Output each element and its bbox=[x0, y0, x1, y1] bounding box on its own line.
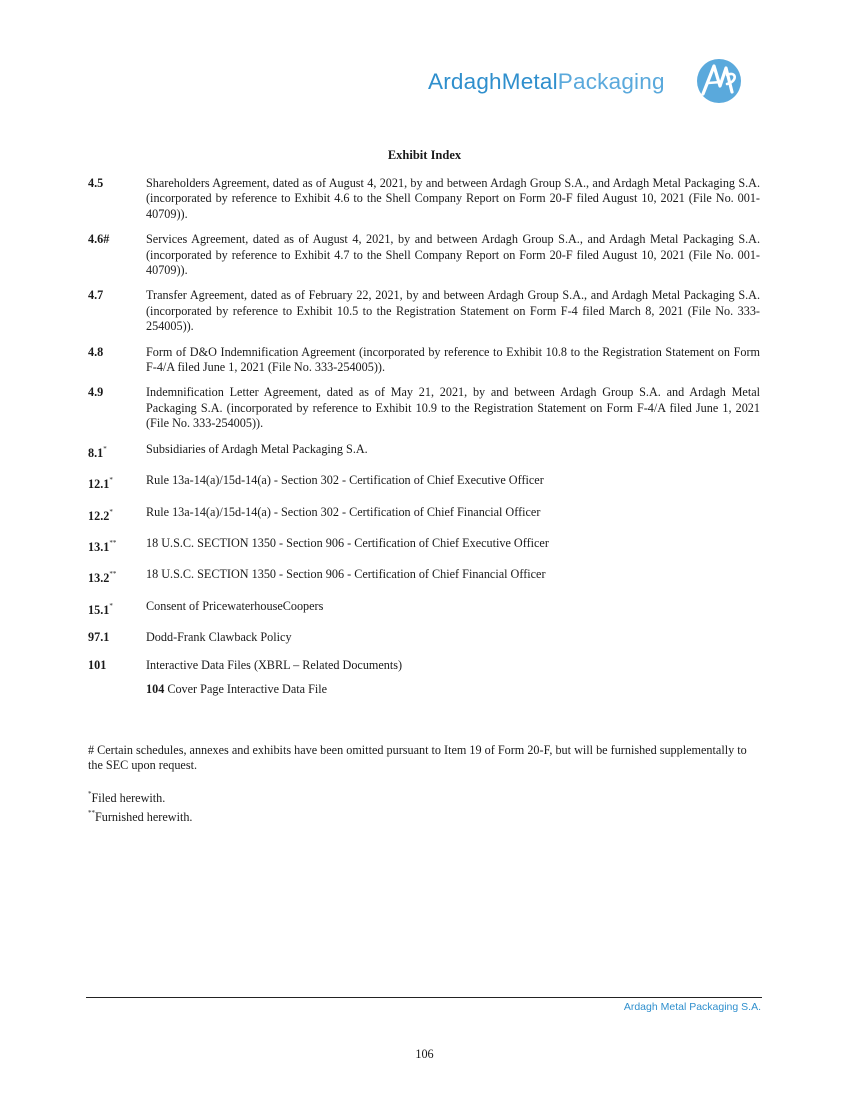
amp-monogram-icon bbox=[694, 56, 744, 106]
exhibit-row bbox=[88, 658, 760, 673]
exhibit-number: 97.1 bbox=[88, 630, 110, 645]
furnished-note: **Furnished herewith. bbox=[88, 809, 193, 825]
footer-company-name: Ardagh Metal Packaging S.A. bbox=[623, 1001, 761, 1013]
exhibit-row bbox=[88, 473, 760, 492]
exhibit-description: 18 U.S.C. SECTION 1350 - Section 906 - Certification of Chief Executive Officer bbox=[146, 535, 549, 550]
exhibit-number: 4.5 bbox=[88, 176, 104, 190]
exhibit-number: 4.8 bbox=[88, 344, 104, 359]
exhibit-description: Rule 13a-14(a)/15d-14(a) - Section 302 - Certification of Chief Executive Officer bbox=[146, 473, 544, 488]
exhibit-number: 104 bbox=[146, 682, 165, 696]
exhibit-number: 13.2** bbox=[88, 570, 117, 586]
exhibit-number: 15.1* bbox=[88, 601, 113, 617]
footnotes bbox=[88, 743, 760, 826]
exhibit-number: 101 bbox=[88, 657, 107, 672]
exhibit-description: Shareholders Agreement, dated as of August 4, 2021, by and between Ardagh Group S.A., and Ardagh Metal Packaging S.A. (incorporated by reference to Exhibit 4.6 to the Shell Company Report on Form 20-F filed August 10, 2021 (File No. 001-40709)). bbox=[146, 176, 760, 221]
page-number: 106 bbox=[415, 1047, 434, 1061]
exhibit-row bbox=[88, 288, 760, 334]
exhibit-description: 18 U.S.C. SECTION 1350 - Section 906 - Certification of Chief Financial Officer bbox=[146, 567, 546, 582]
exhibit-row bbox=[88, 442, 760, 461]
exhibit-row bbox=[88, 176, 760, 222]
exhibit-number: 8.1* bbox=[88, 444, 107, 460]
exhibit-description: Services Agreement, dated as of August 4, 2021, by and between Ardagh Group S.A., and Ardagh Metal Packaging S.A. (incorporated by reference to Exhibit 4.7 to the Shell Company Report on Form 20-F filed August 10, 2021 (File No. 001-40709)). bbox=[146, 232, 760, 278]
footer-divider bbox=[86, 997, 762, 998]
exhibit-number: 4.9 bbox=[88, 385, 104, 400]
exhibit-number: 13.1** bbox=[88, 538, 117, 554]
exhibit-description: Form of D&O Indemnification Agreement (incorporated by reference to Exhibit 10.8 to the Registration Statement on Form F-4/A filed June 1, 2021 (File No. 333-254005)). bbox=[146, 344, 760, 375]
exhibit-row bbox=[88, 385, 760, 431]
exhibit-number: 12.2* bbox=[88, 507, 113, 523]
exhibit-description: Cover Page Interactive Data File bbox=[167, 682, 328, 696]
exhibit-row bbox=[88, 567, 760, 586]
exhibit-row bbox=[88, 536, 760, 555]
exhibit-description: Consent of PricewaterhouseCoopers bbox=[146, 598, 324, 613]
exhibit-row bbox=[88, 505, 760, 524]
exhibit-description: Interactive Data Files (XBRL – Related Documents) bbox=[146, 657, 403, 672]
exhibit-row bbox=[88, 599, 760, 618]
company-logo bbox=[428, 52, 665, 112]
exhibit-sub-entry bbox=[146, 682, 327, 697]
exhibit-description: Rule 13a-14(a)/15d-14(a) - Section 302 - Certification of Chief Financial Officer bbox=[146, 504, 541, 519]
exhibit-description: Transfer Agreement, dated as of February 22, 2021, by and between Ardagh Group S.A., and Ardagh Metal Packaging S.A. (incorporated by reference to Exhibit 10.5 to the Registration Statement on Form F-4 filed March 8, 2021 (File No. 333-254005)). bbox=[146, 288, 760, 334]
exhibit-row bbox=[88, 345, 760, 376]
exhibit-row bbox=[88, 630, 760, 645]
exhibit-number: 4.7 bbox=[88, 288, 104, 303]
exhibit-list bbox=[88, 176, 760, 685]
filed-note: *Filed herewith. bbox=[88, 789, 166, 805]
page-title: Exhibit Index bbox=[387, 148, 462, 162]
exhibit-description: Dodd-Frank Clawback Policy bbox=[146, 630, 292, 645]
omission-note: # Certain schedules, annexes and exhibits have been omitted pursuant to Item 19 of Form 20-F, but will be furnished supplementally to the SEC upon request. bbox=[88, 743, 747, 773]
exhibit-number: 12.1* bbox=[88, 476, 113, 492]
logo-wordmark: ArdaghMetalPackaging bbox=[428, 69, 665, 94]
exhibit-row bbox=[88, 232, 760, 278]
exhibit-description: Subsidiaries of Ardagh Metal Packaging S.A. bbox=[146, 441, 368, 456]
exhibit-number: 4.6# bbox=[88, 232, 110, 247]
exhibit-description: Indemnification Letter Agreement, dated as of May 21, 2021, by and between Ardagh Group S.A. and Ardagh Metal Packaging S.A. (incorporated by reference to Exhibit 10.9 to the Registration Statement on Form F-4/A filed June 1, 2021 (File No. 333-254005)). bbox=[146, 385, 760, 431]
